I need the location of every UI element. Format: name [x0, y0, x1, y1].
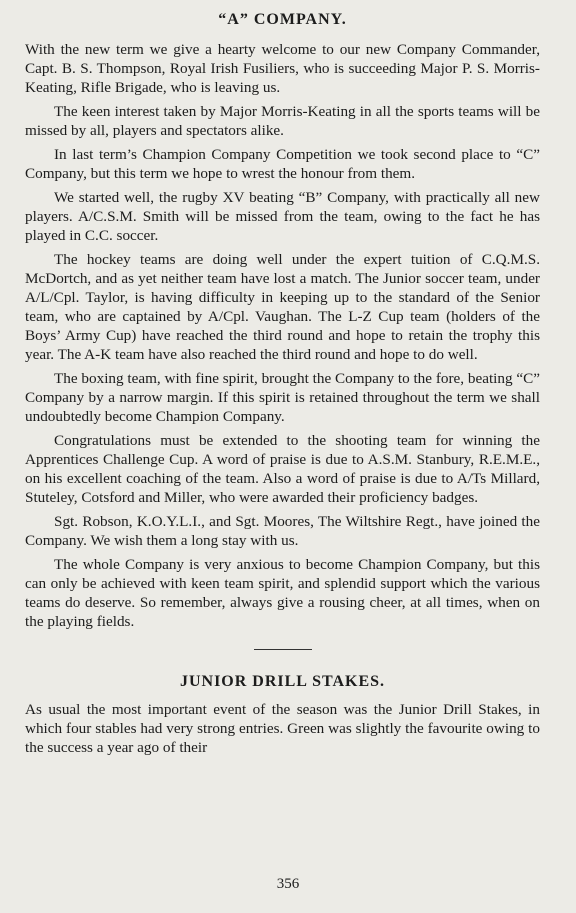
page-number: 356: [276, 876, 300, 892]
paragraph-3: In last term’s Champion Company Competition we took second place to “C” Company, but this term we hope to wrest the honour from them.: [25, 146, 540, 182]
paragraph-junior-drill: As usual the most important event of the season was the Junior Drill Stakes, in which four stables had very strong entries. Green was slightly the favourite owing to the success a year ago of their: [25, 701, 540, 756]
paragraph-6: The boxing team, with fine spirit, brought the Company to the fore, beating “C” Company by a narrow margin. If this spirit is retained throughout the term we shall undoubtedly become Champion Company.: [25, 370, 540, 425]
paragraph-1: With the new term we give a hearty welcome to our new Company Commander, Capt. B. S. Thompson, Royal Irish Fusiliers, who is succeeding Major P. S. Morris-Keating, Rifle Brigade, who is leaving us.: [25, 41, 540, 96]
section-divider: [254, 649, 312, 650]
section-heading-junior-drill-stakes: JUNIOR DRILL STAKES.: [179, 673, 386, 690]
paragraph-2: The keen interest taken by Major Morris-Keating in all the sports teams will be missed by all, players and spectators alike.: [25, 103, 540, 139]
section-heading-a-company: “A” COMPANY.: [218, 11, 347, 28]
paragraph-8: Sgt. Robson, K.O.Y.L.I., and Sgt. Moores, The Wiltshire Regt., have joined the Company. We wish them a long stay with us.: [25, 513, 540, 549]
paragraph-4: We started well, the rugby XV beating “B” Company, with practically all new players. A/C.S.M. Smith will be missed from the team, owing to the fact he has played in C.C. soccer.: [25, 189, 540, 244]
paragraph-5: The hockey teams are doing well under the expert tuition of C.Q.M.S. McDortch, and as yet neither team have lost a match. The Junior soccer team, under A/L/Cpl. Taylor, is having difficulty in keeping up to the standard of the Senior team, who are captained by A/Cpl. Vaughan. The L-Z Cup team (holders of the Boys’ Army Cup) have reached the third round and hope to retain the trophy this year. The A-K team have also reached the third round and hope to do well.: [25, 251, 540, 363]
paragraph-9: The whole Company is very anxious to become Champion Company, but this can only be achieved with keen team spirit, and splendid support which the various teams do deserve. So remember, always give a rousing cheer, at all times, when on the playing fields.: [25, 556, 540, 630]
paragraph-7: Congratulations must be extended to the shooting team for winning the Apprentices Challenge Cup. A word of praise is due to A.S.M. Stanbury, R.E.M.E., on his excellent coaching of the team. Also a word of praise is due to A/Ts Millard, Stuteley, Cotsford and Miller, who were awarded their proficiency badges.: [25, 432, 540, 506]
